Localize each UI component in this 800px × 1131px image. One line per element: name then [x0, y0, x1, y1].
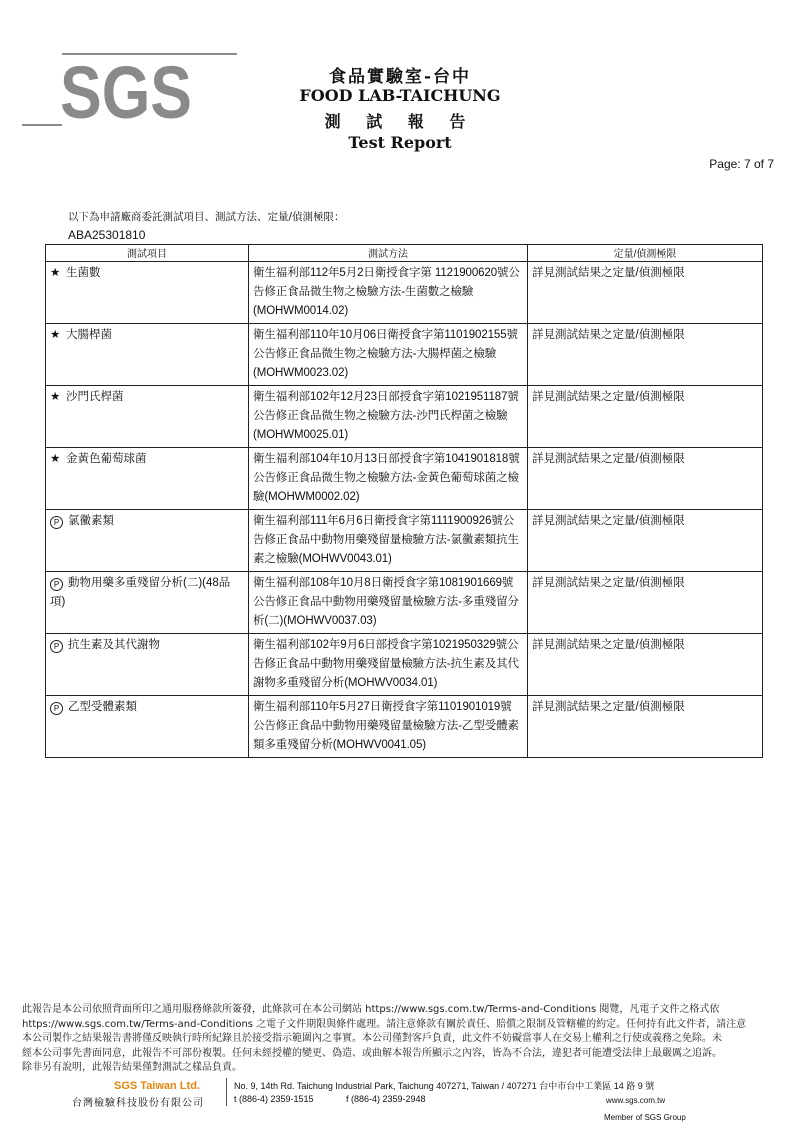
company-tel: t (886-4) 2359-1515 [234, 1094, 314, 1104]
test-item-cell [46, 634, 249, 696]
table-row [46, 324, 763, 386]
header-test-method: 測試方法 [249, 245, 528, 262]
limit-cell: 詳見測試結果之定量/偵測極限 [528, 262, 763, 324]
test-method-cell: 衛生福利部110年10月06日衛授食字第1101902155號公告修正食品微生物之檢驗方法-大腸桿菌之檢驗(MOHWM0023.02) [249, 324, 528, 386]
test-item-cell [46, 448, 249, 510]
disclaimer-line: 經本公司事先書面同意，此報告不可部份複製。任何未經授權的變更、偽造、或曲解本報告所顯示之內容，皆為不合法，違犯者可能遭受法律上最嚴厲之追訴。 [22, 1047, 722, 1059]
limit-cell: 詳見測試結果之定量/偵測極限 [528, 324, 763, 386]
table-row [46, 634, 763, 696]
star-icon: ★ [50, 329, 61, 341]
circled-p-icon: P [50, 516, 63, 529]
test-method-cell: 衛生福利部108年10月8日衛授食字第1081901669號公告修正食品中動物用藥殘留量檢驗方法-多重殘留分析(二)(MOHWV0037.03) [249, 572, 528, 634]
company-name-en: SGS Taiwan Ltd. [114, 1080, 200, 1092]
disclaimer-line: https://www.sgs.com.tw/Terms-and-Conditions 之電子文件期限與條件處理。請注意條款有關於責任、賠償之限制及管轄權的約定。任何持有此文件者，請注意 [22, 1018, 747, 1030]
lab-name-zh: 食品實驗室-台中 [328, 67, 472, 87]
disclaimer-line: 此報告是本公司依照背面所印之通用服務條款所簽發，此條款可在本公司網站 https://www.sgs.com.tw/Terms-and-Conditions 閱覽，凡電子文件之格式依 [22, 1004, 720, 1015]
company-name-zh: 台灣檢驗科技股份有限公司 [72, 1098, 204, 1109]
page-number: Page: 7 of 7 [709, 157, 774, 171]
sgs-logo [22, 52, 237, 127]
member-text: Member of SGS Group [604, 1113, 686, 1122]
company-address: No. 9, 14th Rd. Taichung Industrial Park, Taichung 407271, Taiwan / 407271 台中市台中工業區 14 路 9 號 [234, 1081, 655, 1091]
table-row [46, 262, 763, 324]
lab-name-en: FOOD LAB-TAICHUNG [299, 86, 501, 105]
limit-cell: 詳見測試結果之定量/偵測極限 [528, 572, 763, 634]
company-fax: f (886-4) 2359-2948 [346, 1094, 426, 1104]
test-item-cell [46, 324, 249, 386]
logo-text: SGS [60, 52, 192, 127]
table-row [46, 386, 763, 448]
circled-p-icon: P [50, 702, 63, 715]
test-item-label: 乙型受體素類 [68, 701, 137, 713]
test-method-cell: 衛生福利部102年12月23日部授食字第1021951187號公告修正食品微生物之檢驗方法-沙門氏桿菌之檢驗(MOHWM0025.01) [249, 386, 528, 448]
report-title-en: Test Report [348, 133, 452, 152]
star-icon: ★ [50, 267, 61, 279]
limit-cell: 詳見測試結果之定量/偵測極限 [528, 510, 763, 572]
circled-p-icon: P [50, 640, 63, 653]
table-row [46, 696, 763, 758]
intro-text: 以下為申請廠商委託測試項目、測試方法、定量/偵測極限： [68, 211, 345, 223]
disclaimer-line: 本公司製作之結果報告書將僅反映執行時所紀錄且於接受指示範圍內之事實。本公司僅對客戶負責，此文件不妨礙當事人在交易上權利之行使或義務之免除。未 [22, 1033, 722, 1044]
test-method-cell: 衛生福利部104年10月13日部授食字第1041901818號公告修正食品微生物之檢驗方法-金黃色葡萄球菌之檢驗(MOHWM0002.02) [249, 448, 528, 510]
report-title-zh: 測 試 報 告 [324, 112, 476, 131]
table-row [46, 510, 763, 572]
star-icon: ★ [50, 453, 61, 465]
test-item-label: 金黃色葡萄球菌 [66, 453, 147, 465]
test-item-cell [46, 510, 249, 572]
test-item-cell [46, 386, 249, 448]
star-icon: ★ [50, 391, 61, 403]
disclaimer-line: 除非另有說明，此報告結果僅對測試之樣品負責。 [22, 1062, 242, 1073]
test-item-label: 大腸桿菌 [66, 329, 112, 341]
test-item-cell [46, 572, 249, 634]
table-header-row [46, 245, 763, 262]
test-item-label: 動物用藥多重殘留分析(二)(48品項) [50, 577, 231, 608]
circled-p-icon: P [50, 578, 63, 591]
table-row [46, 448, 763, 510]
test-item-label: 生菌數 [66, 267, 101, 279]
limit-cell: 詳見測試結果之定量/偵測極限 [528, 696, 763, 758]
limit-cell: 詳見測試結果之定量/偵測極限 [528, 448, 763, 510]
company-website: www.sgs.com.tw [606, 1096, 666, 1105]
disclaimer [22, 1003, 782, 1076]
test-item-label: 氯黴素類 [68, 515, 114, 527]
test-item-label: 沙門氏桿菌 [66, 391, 124, 403]
header-test-item: 測試項目 [46, 245, 249, 262]
test-item-cell [46, 262, 249, 324]
limit-cell: 詳見測試結果之定量/偵測極限 [528, 634, 763, 696]
test-method-cell: 衛生福利部111年6月6日衛授食字第1111900926號公告修正食品中動物用藥殘留量檢驗方法-氯黴素類抗生素之檢驗(MOHWV0043.01) [249, 510, 528, 572]
test-item-cell [46, 696, 249, 758]
footer-divider [226, 1078, 227, 1106]
limit-cell: 詳見測試結果之定量/偵測極限 [528, 386, 763, 448]
test-item-label: 抗生素及其代謝物 [68, 639, 160, 651]
test-method-cell: 衛生福利部112年5月2日衛授食字第 1121900620號公告修正食品微生物之檢驗方法-生菌數之檢驗(MOHWM0014.02) [249, 262, 528, 324]
table-row [46, 572, 763, 634]
test-method-cell: 衛生福利部110年5月27日衛授食字第1101901019號公告修正食品中動物用藥殘留量檢驗方法-乙型受體素類多重殘留分析(MOHWV0041.05) [249, 696, 528, 758]
test-method-cell: 衛生福利部102年9月6日部授食字第1021950329號公告修正食品中動物用藥殘留量檢驗方法-抗生素及其代謝物多重殘留分析(MOHWV0034.01) [249, 634, 528, 696]
test-method-table [45, 244, 763, 758]
report-number: ABA25301810 [68, 228, 146, 242]
header-limit: 定量/偵測極限 [528, 245, 763, 262]
